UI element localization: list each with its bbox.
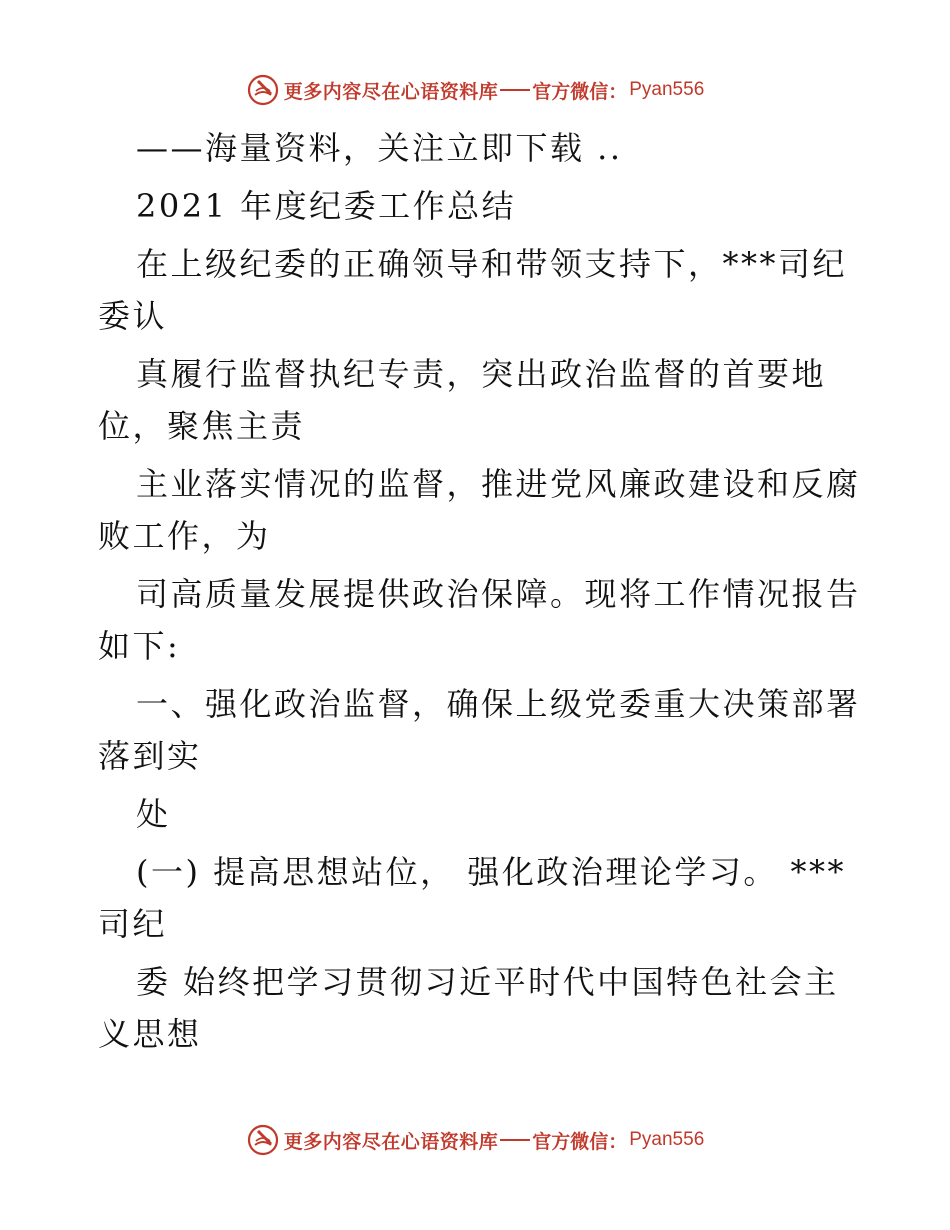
doc-section-heading: 一、强化政治监督，确保上级党委重大决策部署: [136, 685, 861, 723]
doc-line: 委认: [98, 297, 168, 335]
footer-watermark: [0, 1120, 950, 1160]
doc-line: 真履行监督执纪专责，突出政治监督的首要地: [136, 355, 827, 393]
watermark-label: 官方微信：: [532, 80, 628, 103]
doc-line: 司高质量发展提供政治保障。现将工作情况报告: [136, 575, 861, 613]
doc-line: 落到实: [98, 737, 202, 775]
document-body: [98, 122, 861, 1060]
doc-line: 主业落实情况的监督，推进党风廉政建设和反腐: [136, 465, 861, 503]
doc-line: 司纪: [98, 905, 168, 943]
header-watermark: [0, 70, 950, 110]
doc-line: 败工作，为: [98, 517, 271, 555]
watermark-account: Pyan556: [629, 1129, 705, 1150]
watermark-dash: [500, 89, 530, 91]
doc-line: 义思想: [98, 1015, 202, 1053]
doc-line: 如下:: [98, 627, 181, 665]
doc-line: 处: [136, 795, 171, 833]
book-pen-logo-icon: [246, 73, 280, 107]
watermark-dash: [500, 1139, 530, 1141]
watermark-label: 官方微信：: [532, 1130, 628, 1153]
doc-title: 2021 年度纪委工作总结: [136, 187, 517, 225]
watermark-account: Pyan556: [629, 79, 705, 100]
watermark-brand-text: 更多内容尽在心语资料库: [283, 80, 499, 103]
doc-line: 在上级纪委的正确领导和带领支持下，***司纪: [136, 245, 848, 283]
book-pen-logo-icon: [246, 1123, 280, 1157]
doc-line: 位，聚焦主责: [98, 407, 306, 445]
watermark-brand-text: 更多内容尽在心语资料库: [283, 1130, 499, 1153]
doc-line: ——海量资料，关注立即下载 ..: [136, 129, 623, 167]
doc-line: 委 始终把学习贯彻习近平时代中国特色社会主: [136, 963, 839, 1001]
doc-subsection-heading: (一) 提高思想站位， 强化政治理论学习。 ***: [136, 853, 846, 891]
